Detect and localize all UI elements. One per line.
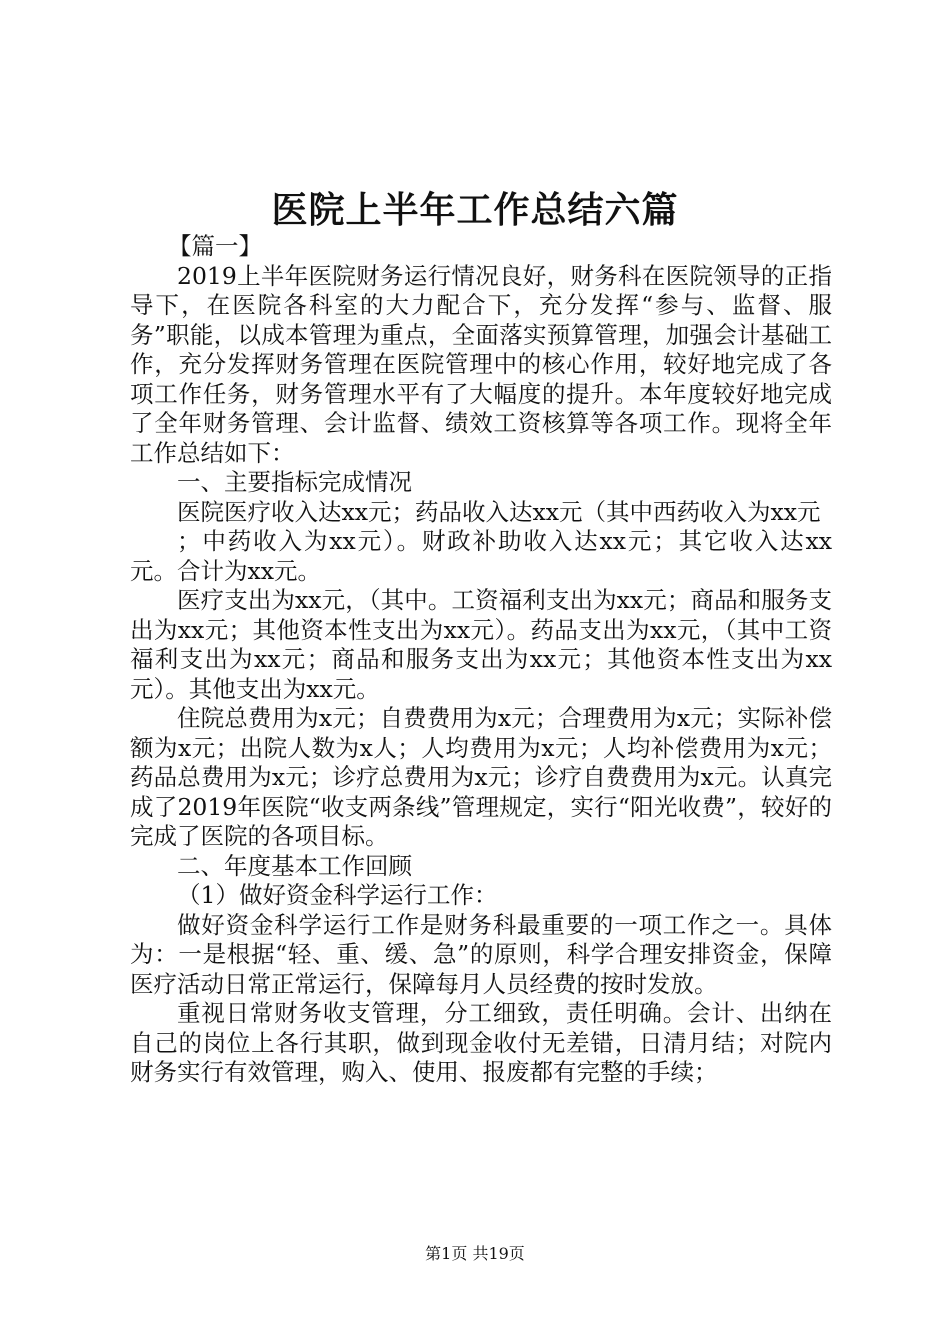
subsection-heading: （1）做好资金科学运行工作：	[177, 881, 498, 909]
document-body	[130, 232, 832, 1088]
section-marker: 【篇一】	[168, 232, 262, 260]
section-heading: 二、年度基本工作回顾	[177, 851, 412, 880]
paragraph: ；中药收入为xx元）。财政补助收入达xx元；其它收入达xx元。合计为xx元。	[130, 527, 832, 585]
paragraph: 做好资金科学运行工作是财务科最重要的一项工作之一。具体为：一是根据“轻、重、缓、急”的原则，科学合理安排资金，保障医疗活动日常正常运行，保障每月人员经费的按时发放。	[130, 910, 832, 998]
paragraph: 重视日常财务收支管理，分工细致，责任明确。会计、出纳在自己的岗位上各行其职，做到现金收付无差错，日清月结；对院内财务实行有效管理，购入、使用、报废都有完整的手续；	[130, 999, 832, 1086]
page-number-footer: 第1页 共19页	[425, 1244, 525, 1263]
paragraph: 2019上半年医院财务运行情况良好，财务科在医院领导的正指导下，在医院各科室的大力配合下，充分发挥“参与、监督、服务”职能，以成本管理为重点，全面落实预算管理，加强会计基础工作，充分发挥财务管理在医院管理中的核心作用，较好地完成了各项工作任务，财务管理水平有了大幅度的提升。本年度较好地完成了全年财务管理、会计监督、绩效工资核算等各项工作。现将全年工作总结如下：	[130, 261, 832, 467]
paragraph: 医疗支出为xx元，（其中。工资福利支出为xx元；商品和服务支出为xx元；其他资本性支出为xx元）。药品支出为xx元，（其中工资福利支出为xx元；商品和服务支出为xx元；其他资本性支出为xx元）。其他支出为xx元。	[130, 586, 832, 703]
paragraph: 住院总费用为x元；自费费用为x元；合理费用为x元；实际补偿额为x元；出院人数为x人；人均费用为x元；人均补偿费用为x元；药品总费用为x元；诊疗总费用为x元；诊疗自费费用为x元。认真完成了2019年医院“收支两条线”管理规定，实行“阳光收费”，较好的完成了医院的各项目标。	[130, 704, 832, 850]
document-title: 医院上半年工作总结六篇	[271, 189, 679, 231]
section-heading: 一、主要指标完成情况	[177, 468, 412, 496]
paragraph: 医院医疗收入达xx元；药品收入达xx元（其中西药收入为xx元	[177, 497, 821, 526]
